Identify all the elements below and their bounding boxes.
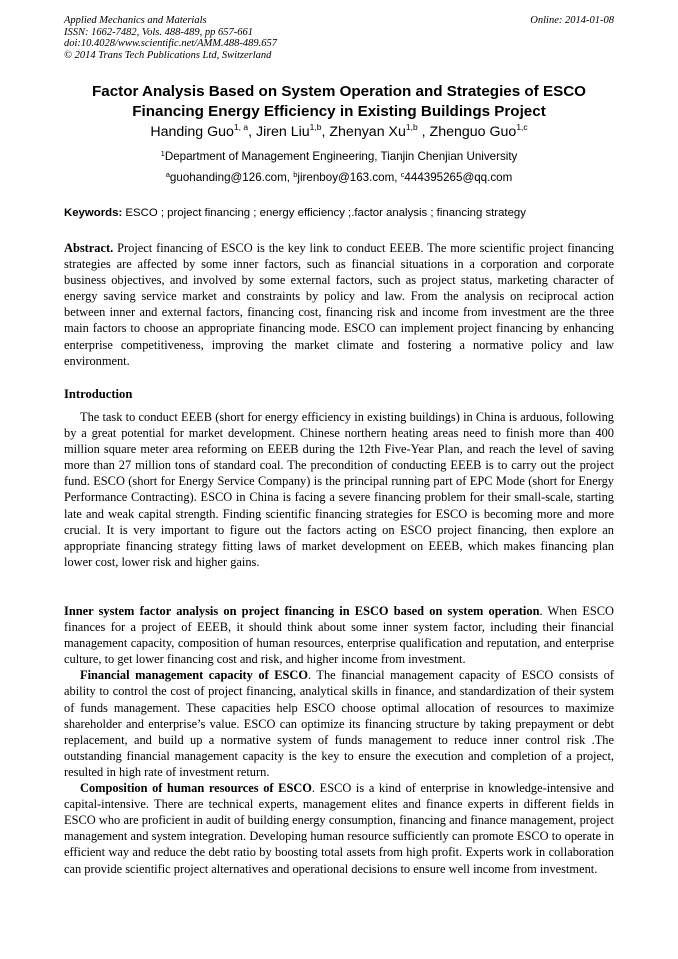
section-inner-system [64, 603, 614, 877]
affiliation-sup: 1 [160, 149, 165, 158]
section-text: . When ESCO finances for a project of EEEB, it should think about some inner system factor, including their financial management capacity, composition of human resources, enterprise qualification and reputation, and enterprise culture, to get lower financing cost and risk, and higher income from investment. [64, 604, 615, 667]
email-address: guohanding@126.com, [169, 171, 294, 184]
human-resources-paragraph [64, 780, 614, 877]
author-list: Handing Guo$^{1, a}$, Jiren Liu$^{1,b}$, Zhenyan Xu$^{1,b}$ , Zhenguo Guo$^{1,c}$ [150, 122, 528, 140]
human-resources-text: . ESCO is a kind of enterprise in knowledge-intensive and capital-intensive. There are technical experts, management elites and finance experts in different fields in ESCO who are proficient in audit of building energy consumption, financing and finance management, project management and system integration. Developing human resource sufficiently can promote ESCO to operate in efficient way and reduce the debt ratio by boosting total assets from high profit. Experts work in collaboration can provide scientific project alternatives and operational decisions to ensure well income from investment. [64, 781, 614, 876]
email-sup: c [400, 170, 405, 179]
online-date: Online: 2014-01-08 [530, 15, 614, 26]
financial-capacity-heading: Financial management capacity of ESCO [80, 668, 308, 683]
author-sup: 1,c [516, 122, 528, 132]
author-name: Handing Guo [150, 124, 234, 140]
email-address: jirenboy@163.com, [297, 171, 401, 184]
author-sup: 1, a [233, 122, 249, 132]
journal-name: Applied Mechanics and Materials [64, 15, 207, 26]
introduction-heading: Introduction [64, 387, 133, 401]
paper-title [40, 82, 638, 121]
keywords [64, 206, 624, 220]
issn-line: ISSN: 1662-7482, Vols. 488-489, pp 657-661 [64, 26, 253, 38]
financial-capacity-text: . The financial management capacity of ESCO consists of ability to control the cost of project financing, analytical skills in finance, and standardization of their system of funds management. These capacities help ESCO choose optimal allocation of resources to maximize shareholder and enterprise’s value. ESCO can optimize its financing structure by taking prepayment or debt replacement, and build up a normative system of funds management to reduce inner control risk .The outstanding financial management capacity is the key to ensure the execution and completion of a project, resulted in high rate of investment return. [64, 668, 614, 779]
email-list [40, 171, 638, 185]
author-name: Zhenyan Xu [329, 124, 406, 140]
human-resources-heading: Composition of human resources of ESCO [80, 781, 312, 796]
author-sup: 1,b [405, 122, 418, 132]
author-name: Zhenguo Guo [429, 124, 517, 140]
author-name: Jiren Liu [256, 124, 310, 140]
copyright-line: © 2014 Trans Tech Publications Ltd, Switzerland [64, 49, 272, 61]
journal-header [64, 15, 277, 61]
email-sup: b [293, 170, 298, 179]
title-line-1: Factor Analysis Based on System Operation and Strategies of ESCO [91, 83, 586, 100]
section-heading: Inner system factor analysis on project financing in ESCO based on system operation [64, 604, 540, 618]
section-paragraph [64, 603, 614, 667]
abstract-label: Abstract. [64, 241, 114, 255]
keywords-text: ESCO ; project financing ; energy efficiency ;.factor analysis ; financing strategy [122, 207, 526, 219]
affiliation [40, 150, 638, 164]
author-sup: 1,b [309, 122, 322, 132]
abstract [64, 240, 614, 369]
doi-line: doi:10.4028/www.scientific.net/AMM.488-489.657 [64, 38, 277, 50]
financial-capacity-paragraph [64, 667, 614, 780]
affiliation-text: Department of Management Engineering, Tianjin Chenjian University [164, 150, 518, 163]
title-line-2: Financing Energy Efficiency in Existing Buildings Project [132, 102, 546, 120]
email-address: 444395265@qq.com [404, 171, 513, 184]
email-sup: a [165, 170, 170, 179]
keywords-label: Keywords: [64, 207, 123, 219]
abstract-text: Project financing of ESCO is the key link to conduct EEEB. The more scientific project financing strategies are affected by some inner factors, such as financial situations in a corporation and corporate business objectives, and involved by some external factors, such as project status, marketing character of energy saving service market and constraints by policy and law. From the analysis on reciprocal action between inner and external factors, financing cost, financing risk and income from investment are the three main factors to choose an appropriate financing mode. ESCO can implement project financing by enhancing enterprise competitiveness, improving the market climate and fostering a normative policy and law environment. [64, 241, 614, 368]
introduction-paragraph: The task to conduct EEEB (short for energy efficiency in existing buildings) in China is arduous, following by a great potential for market development. Chinese northern heating areas need to finish more than 400 million square meter area reforming on EEEB during the 12th Five-Year Plan, and reach the level of saving more than 27 million tons of standard coal. The precondition of conducting EEEB is to carry out the project fund. ESCO (short for Energy Service Company) is the principal running part of EPC Mode (short for Energy Performance Contracting). ESCO in China is facing a severe financing problem for their small-scale, starting late and weak capital strength. Finding scientific financing strategies for ESCO is becoming more and more crucial. It is very important to figure out the factors acting on ESCO project financing, then explore an appropriate financing strategy fitting laws of market development on EEEB, which makes financing plan lower cost, lower risk and higher gains. [64, 410, 614, 569]
